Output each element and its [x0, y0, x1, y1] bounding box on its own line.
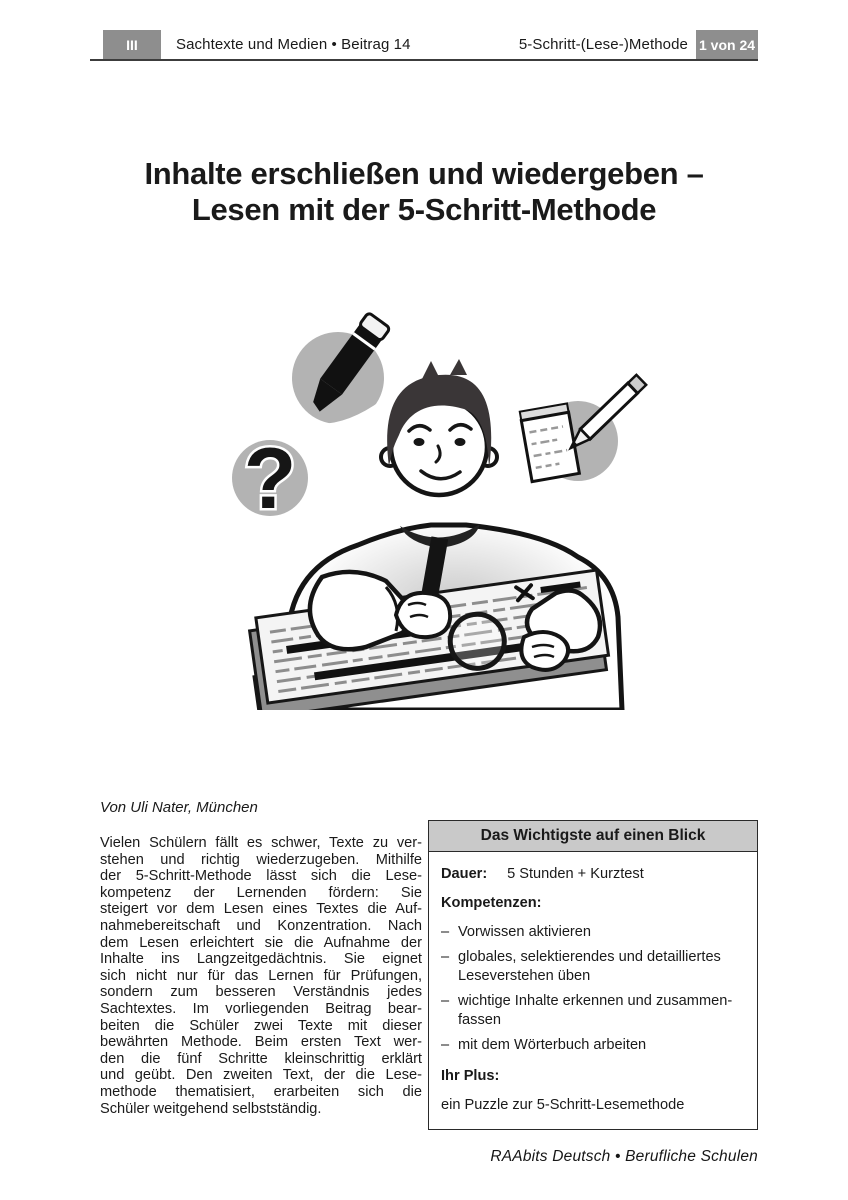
- overview-box: [428, 820, 758, 1130]
- overview-box-title: Das Wichtigste auf einen Blick: [429, 821, 757, 852]
- dash-bullet: –: [441, 949, 450, 965]
- intro-line: Vielen Schülern fällt es schwer, Texte zu ver-: [100, 835, 422, 851]
- duration-label: Dauer:: [441, 866, 488, 882]
- competences-label: Kompetenzen:: [441, 895, 542, 911]
- competence-item: – globales, selektierendes und detailliertes Leseverstehen üben: [441, 949, 721, 984]
- author-line: Von Uli Nater, München: [100, 799, 258, 816]
- duration-row: [441, 865, 745, 884]
- competence-item: – mit dem Wörterbuch arbeiten: [441, 1037, 647, 1053]
- intro-line: Inhalte ins Langzeitgedächtnis. Sie eignet: [100, 951, 422, 968]
- intro-line: beiten die Schüler zwei Texte mit dieser: [100, 1017, 422, 1034]
- intro-line: sich nicht nur für das Lernen für Prüfungen,: [100, 967, 422, 984]
- intro-line: steigert vor dem Lesen eines Textes die Auf-: [100, 901, 422, 918]
- intro-line: der 5-Schritt-Methode lässt sich die Lese-: [100, 868, 422, 885]
- duration-value: 5 Stunden + Kurztest: [507, 866, 644, 882]
- plus-value: ein Puzzle zur 5-Schritt-Lesemethode: [441, 1097, 685, 1113]
- header-method-title: 5-Schritt-(Lese-)Methode: [518, 36, 688, 53]
- competence-item: – wichtige Inhalte erkennen und zusammenfassen: [441, 993, 733, 1028]
- intro-line: nahmebereitschaft und Konzentration. Nach: [100, 917, 422, 934]
- intro-paragraph: [100, 835, 422, 1117]
- intro-line: Schüler weitgehend selbstständig.: [100, 1100, 322, 1117]
- marker-pen-icon: [276, 312, 390, 430]
- dash-bullet: –: [441, 1037, 450, 1053]
- svg-text:?: ?: [243, 431, 297, 527]
- intro-line: kompetenz der Lernenden fördern: Sie: [100, 884, 422, 901]
- title-line-2: Lesen mit der 5-Schritt-Methode: [191, 192, 657, 227]
- intro-line: sondern zum besseren Verständnis jedes: [100, 984, 422, 1001]
- illustration: [226, 295, 656, 710]
- title-line-1: Inhalte erschließen und wiedergeben –: [144, 156, 704, 191]
- page-footer: RAAbits Deutsch • Berufliche Schulen: [490, 1148, 758, 1165]
- plus-label: Ihr Plus:: [441, 1068, 500, 1084]
- competences-list: [441, 923, 745, 1055]
- intro-line: Sachtextes. Im vorliegenden Beitrag bear-: [100, 1000, 422, 1017]
- intro-line: stehen und richtig wiederzugeben. Mithilfe: [100, 851, 422, 868]
- intro-line: bewährten Methode. Beim ersten Text wer-: [100, 1034, 422, 1051]
- section-badge: III: [103, 30, 161, 59]
- competence-item: – Vorwissen aktivieren: [441, 924, 592, 940]
- header-series-title: Sachtexte und Medien • Beitrag 14: [176, 36, 411, 53]
- intro-line: dem Lesen erleichtert sie die Aufnahme der: [100, 934, 422, 951]
- notepad-pencil-icon: [520, 375, 646, 482]
- page-header: [90, 30, 758, 61]
- overview-box-body: [429, 852, 757, 1129]
- dash-bullet: –: [441, 993, 450, 1009]
- page-title: [0, 156, 848, 228]
- intro-line: methode thematisiert, erarbeiten sich die: [100, 1083, 422, 1100]
- intro-line: den die fünf Schritte kleinschrittig erklärt: [100, 1050, 422, 1067]
- dash-bullet: –: [441, 924, 450, 940]
- question-mark-icon: [232, 431, 308, 527]
- page-number-badge: 1 von 24: [696, 30, 758, 59]
- intro-line: und geübt. Den zweiten Text, der die Lese-: [100, 1067, 422, 1084]
